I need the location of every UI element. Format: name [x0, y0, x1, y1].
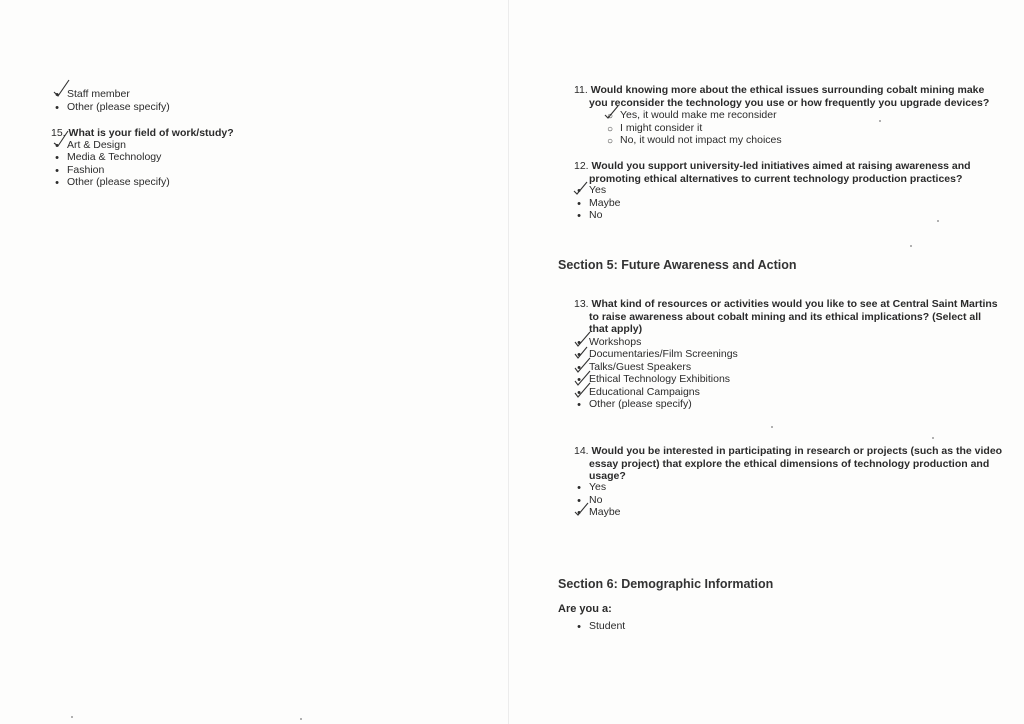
bullet: • [55, 89, 59, 101]
bullet: • [577, 337, 581, 349]
radio-circle[interactable]: ○ [606, 111, 614, 122]
question-text-line: Would you be interested in participating in research or projects (such as the video [591, 445, 1003, 457]
question-text-line: to raise awareness about cobalt mining and its ethical implications? (Select all [589, 310, 982, 323]
bullet: • [55, 102, 59, 114]
question-text-line: Would you support university-led initiatives aimed at raising awareness and [591, 160, 971, 172]
option-talks[interactable]: Talks/Guest Speakers [589, 361, 692, 373]
bullet: • [577, 198, 581, 210]
option-maybe[interactable]: Maybe [589, 506, 621, 518]
option-art-design[interactable]: Art & Design [67, 139, 126, 151]
option-no[interactable]: No [589, 209, 603, 221]
question-text-line: What kind of resources or activities would you like to see at Central Saint Martins [591, 298, 998, 310]
bullet: • [577, 374, 581, 386]
demographic-prompt: Are you a: [558, 603, 612, 615]
bullet: • [577, 210, 581, 222]
question-number: 14. [574, 445, 589, 457]
option-maybe[interactable]: Maybe [589, 197, 621, 209]
option-student[interactable]: Student [589, 620, 626, 632]
radio-circle[interactable]: ○ [606, 124, 614, 135]
bullet: • [577, 185, 581, 197]
bullet: • [55, 140, 59, 152]
radio-circle[interactable]: ○ [606, 136, 614, 147]
question-text-line: usage? [589, 470, 626, 483]
question-text-line: essay project) that explore the ethical dimensions of technology production and [589, 457, 990, 470]
scan-speck [937, 220, 939, 222]
right-page [509, 0, 1024, 724]
question-15 [51, 127, 471, 140]
scan-speck [932, 437, 934, 439]
section-heading: Section 5: Future Awareness and Action [558, 258, 797, 272]
handwritten-check-icon [52, 78, 72, 98]
bullet: • [55, 152, 59, 164]
bullet: • [577, 399, 581, 411]
question-11 [574, 84, 1014, 109]
handwritten-check-icon [573, 381, 593, 399]
handwritten-check-icon [52, 128, 72, 148]
bullet: • [577, 507, 581, 519]
scan-speck [879, 120, 881, 122]
scan-speck [771, 426, 773, 428]
option-fashion[interactable]: Fashion [67, 164, 105, 176]
option-yes[interactable]: Yes [589, 184, 607, 196]
question-14 [574, 445, 1019, 483]
option-might-consider[interactable]: I might consider it [620, 122, 703, 134]
option-documentaries[interactable]: Documentaries/Film Screenings [589, 348, 738, 360]
option-no-impact[interactable]: No, it would not impact my choices [620, 134, 782, 146]
option-no[interactable]: No [589, 494, 603, 506]
option-staff-member[interactable]: Staff member [67, 88, 130, 100]
question-13 [574, 298, 1019, 336]
handwritten-check-icon [573, 501, 591, 517]
option-media-technology[interactable]: Media & Technology [67, 151, 162, 163]
bullet: • [577, 349, 581, 361]
option-yes[interactable]: Yes [589, 481, 607, 493]
question-number: 11. [574, 84, 588, 96]
question-number: 12. [574, 160, 589, 172]
option-other[interactable]: Other (please specify) [67, 101, 170, 113]
option-other[interactable]: Other (please specify) [589, 398, 692, 410]
question-text-line: that apply) [589, 323, 643, 336]
question-number: 13. [574, 298, 589, 310]
scan-speck [300, 718, 302, 720]
question-text-line: promoting ethical alternatives to current technology production practices? [589, 172, 963, 185]
left-page [0, 0, 509, 724]
scan-speck [910, 245, 912, 247]
scan-speck [71, 716, 73, 718]
section-heading: Section 6: Demographic Information [558, 577, 774, 591]
question-text-line: Would knowing more about the ethical issues surrounding cobalt mining make [590, 84, 985, 96]
option-yes-reconsider[interactable]: Yes, it would make me reconsider [620, 109, 777, 121]
question-text-line: you reconsider the technology you use or how frequently you upgrade devices? [589, 96, 990, 109]
bullet: • [577, 621, 581, 633]
question-number: 15. [51, 127, 66, 139]
question-12 [574, 160, 1014, 185]
option-campaigns[interactable]: Educational Campaigns [589, 386, 700, 398]
bullet: • [577, 482, 581, 494]
bullet: • [577, 495, 581, 507]
bullet: • [577, 362, 581, 374]
handwritten-check-icon [572, 180, 590, 196]
question-text: What is your field of work/study? [68, 127, 234, 139]
bullet: • [55, 165, 59, 177]
option-exhibitions[interactable]: Ethical Technology Exhibitions [589, 373, 731, 385]
bullet: • [577, 387, 581, 399]
option-workshops[interactable]: Workshops [589, 336, 642, 348]
handwritten-check-icon [603, 104, 621, 120]
option-other[interactable]: Other (please specify) [67, 176, 170, 188]
bullet: • [55, 177, 59, 189]
